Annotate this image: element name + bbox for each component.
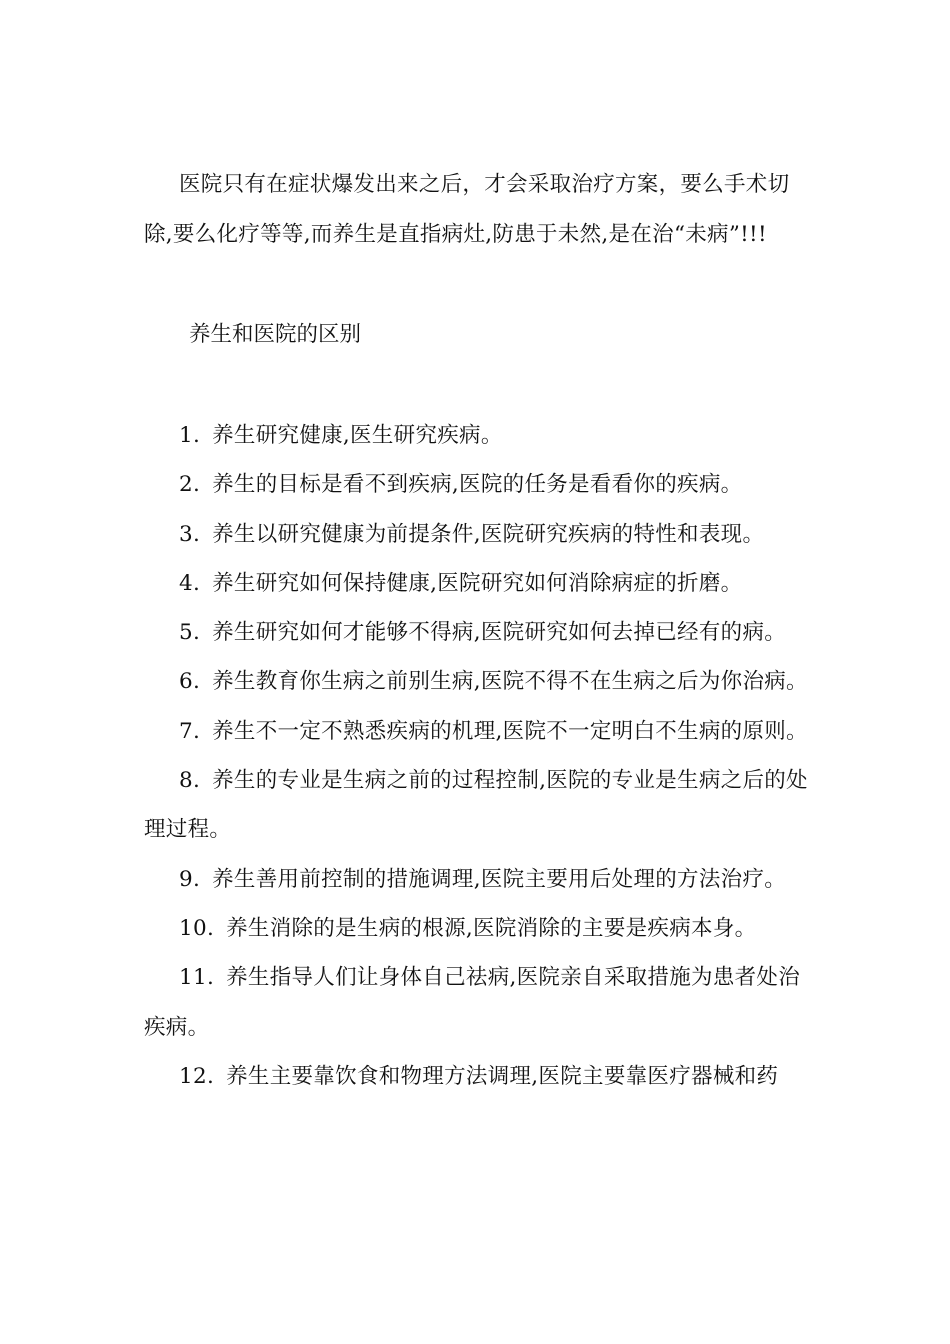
list-item — [144, 756, 810, 855]
comparison-list — [144, 411, 810, 1101]
item-number: 9. — [179, 866, 201, 892]
item-text: 养生研究如何保持健康,医院研究如何消除病症的折磨。 — [212, 570, 743, 596]
list-item — [144, 855, 810, 904]
list-item — [144, 411, 810, 460]
item-text: 养生研究健康,医生研究疾病。 — [212, 423, 503, 448]
item-text: 养生的专业是生病之前的过程控制,医院的专业是生病之后的处理过程。 — [144, 768, 808, 843]
item-text: 养生研究如何才能够不得病,医院研究如何去掉已经有的病。 — [212, 620, 787, 646]
item-text: 养生的目标是看不到疾病,医院的任务是看看你的疾病。 — [212, 472, 743, 498]
item-number: 3. — [179, 521, 201, 547]
item-number: 12. — [179, 1063, 215, 1089]
item-text: 养生消除的是生病的根源,医院消除的主要是疾病本身。 — [226, 915, 757, 941]
item-number: 5. — [179, 620, 201, 646]
item-text: 养生以研究健康为前提条件,医院研究疾病的特性和表现。 — [212, 521, 765, 547]
list-item — [144, 1052, 810, 1101]
item-number: 11. — [179, 965, 215, 991]
item-text: 养生教育你生病之前别生病,医院不得不在生病之后为你治病。 — [212, 669, 808, 695]
item-text: 养生主要靠饮食和物理方法调理,医院主要靠医疗器械和药 — [226, 1063, 779, 1089]
item-number: 10. — [179, 915, 215, 941]
item-number: 2. — [179, 472, 201, 498]
list-item — [144, 904, 810, 953]
list-item — [144, 608, 810, 657]
list-item — [144, 657, 810, 706]
list-item — [144, 953, 810, 1052]
item-text: 养生善用前控制的措施调理,医院主要用后处理的方法治疗。 — [212, 866, 787, 892]
item-text: 养生不一定不熟悉疾病的机理,医院不一定明白不生病的原则。 — [212, 718, 808, 744]
list-item — [144, 707, 810, 756]
list-item — [144, 510, 810, 559]
item-number: 4. — [179, 570, 201, 596]
item-number: 6. — [179, 669, 201, 695]
item-text: 养生指导人们让身体自己祛病,医院亲自采取措施为患者处治疾病。 — [144, 965, 801, 1040]
item-number: 7. — [179, 718, 201, 744]
intro-paragraph: 医院只有在症状爆发出来之后，才会采取治疗方案，要么手术切除,要么化疗等等,而养生是直指病灶,防患于未然,是在治“未病”!!! — [144, 172, 790, 247]
item-number: 8. — [179, 768, 201, 794]
list-item — [144, 460, 810, 509]
list-item — [144, 559, 810, 608]
section-heading: 养生和医院的区别 — [189, 322, 362, 347]
item-number: 1. — [179, 423, 201, 448]
